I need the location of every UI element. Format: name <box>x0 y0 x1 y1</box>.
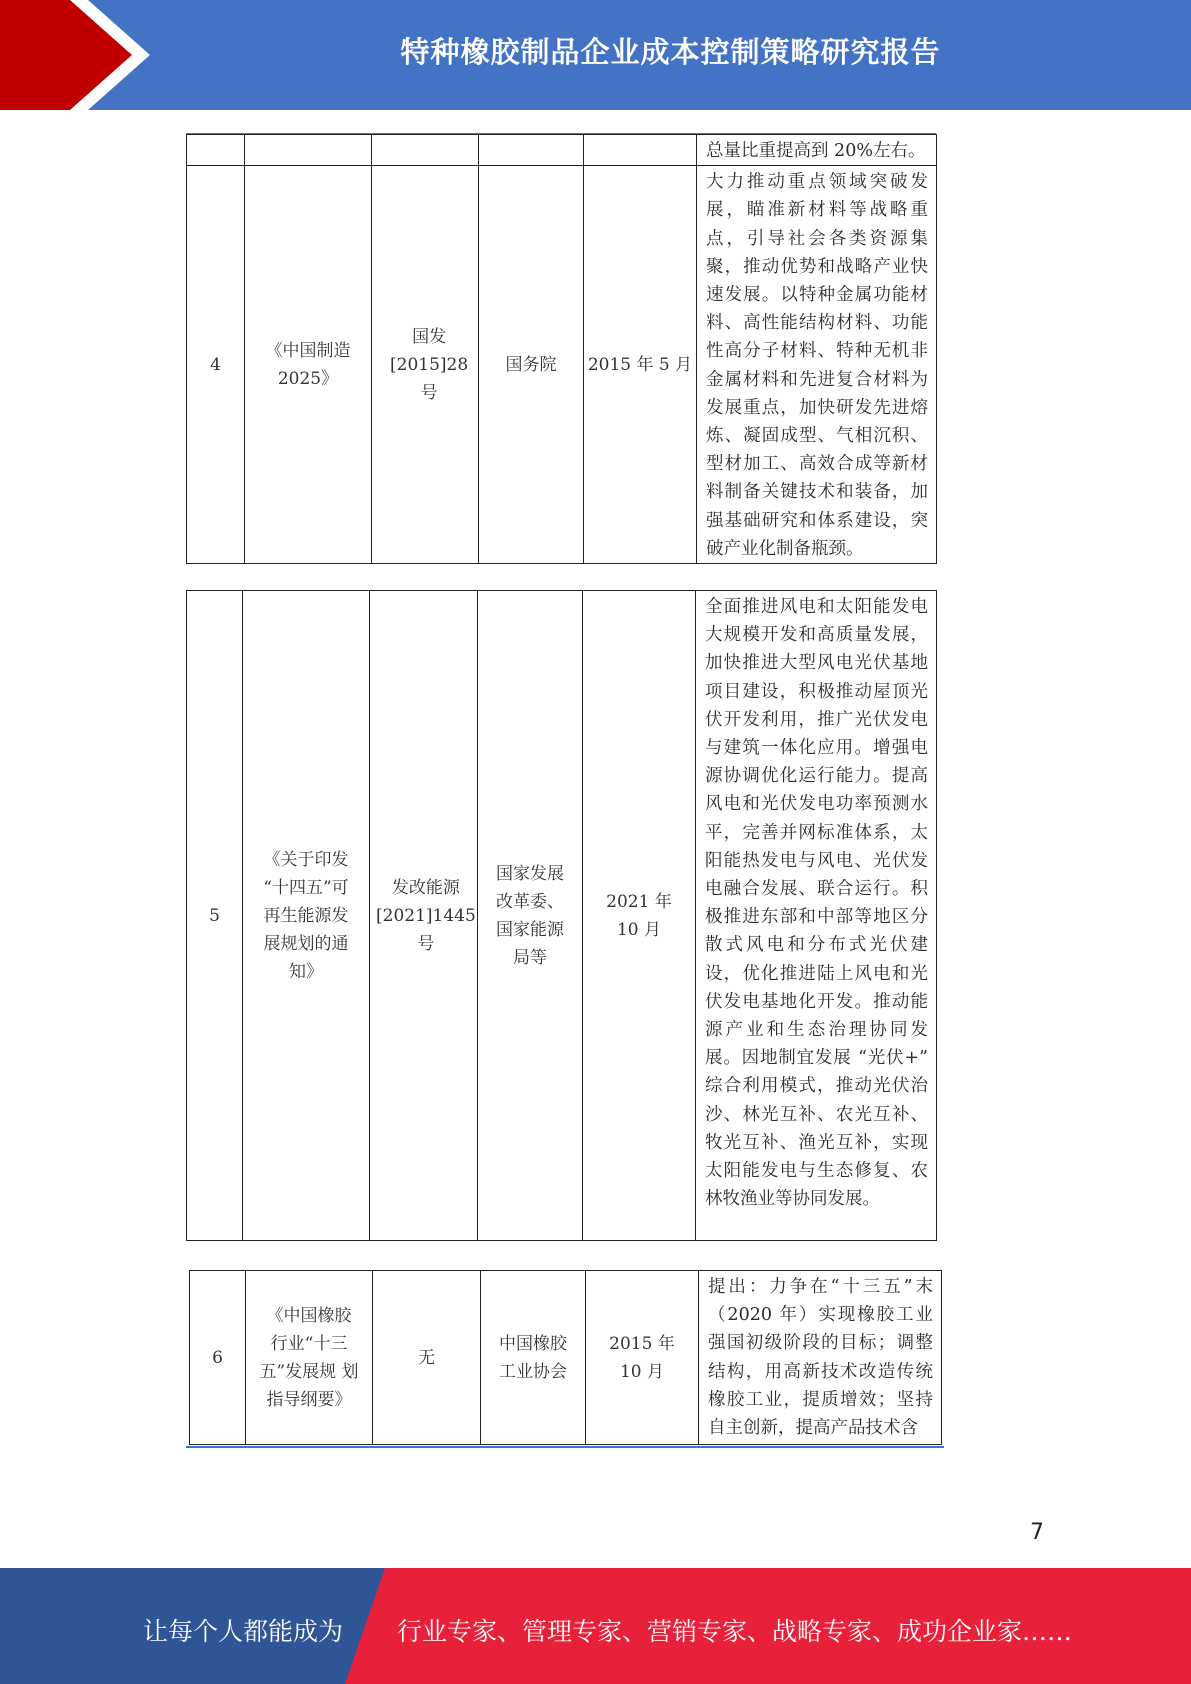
issue-date: 2021 年 10 月 <box>606 891 672 940</box>
policy-name: 《中国制造 2025》 <box>265 340 351 389</box>
row-number: 4 <box>187 166 245 564</box>
policy-table-part-1 <box>186 134 937 564</box>
policy-name: 《关于印发 “十四五”可 再生能源发 展规划的通 知》 <box>263 849 349 982</box>
document-number: 国发 [2015]28 号 <box>390 326 469 403</box>
footer-slogan-right: 行业专家、管理专家、营销专家、战略专家、成功企业家…… <box>397 1617 1073 1646</box>
policy-content: 大力推动重点领域突破发展，瞄准新材料等战略重点，引导社会各类资源集聚，推动优势和战略产业快速发展。以特种金属功能材料、高性能结构材料、功能性高分子材料、特种无机非金属材料和先进复合材料为发展重点，加快研发先进熔炼、凝固成型、气相沉积、型材加工、高效合成等新材料制备关键技术和装备，加强基础研究和体系建设，突破产业化制备瓶颈。 <box>697 166 937 564</box>
table-bottom-rule <box>186 1446 944 1448</box>
document-number: 发改能源 [2021]1445 号 <box>376 877 476 954</box>
policy-table-part-3 <box>189 1270 942 1445</box>
page-number: 7 <box>1030 1520 1044 1545</box>
continuation-text: 总量比重提高到 20%左右。 <box>697 135 937 166</box>
table-row <box>187 166 937 564</box>
policy-name: 《中国橡胶 行业“十三 五”发展规 划指导纲要》 <box>259 1305 359 1410</box>
document-number: 无 <box>373 1271 481 1445</box>
table-row <box>187 591 937 1241</box>
issuing-authority: 中国橡胶 工业协会 <box>499 1333 567 1382</box>
policy-content: 全面推进风电和太阳能发电大规模开发和高质量发展，加快推进大型风电光伏基地项目建设，积极推动屋顶光伏开发利用，推广光伏发电与建筑一体化应用。增强电源协调优化运行能力。提高风电和光伏发电功率预测水平，完善并网标准体系，太阳能热发电与风电、光伏发电融合发展、联合运行。积极推进东部和中部等地区分散式风电和分布式光伏建设，优化推进陆上风电和光伏发电基地化开发。推动能源产业和生态治理协同发展。因地制宜发展 “光伏+” 综合利用模式，推动光伏治沙、林光互补、农光互补、牧光互补、渔光互补，实现太阳能发电与生态修复、农林牧渔业等协同发展。 <box>696 591 937 1241</box>
document-title: 特种橡胶制品企业成本控制策略研究报告 <box>400 35 941 69</box>
issue-date: 2015 年 5 月 <box>584 166 697 564</box>
page-header <box>0 0 1191 110</box>
row-number: 5 <box>187 591 243 1241</box>
issuing-authority: 国务院 <box>479 166 584 564</box>
row-number: 6 <box>190 1271 246 1445</box>
issuing-authority: 国家发展 改革委、 国家能源 局等 <box>496 863 564 968</box>
issue-date: 2015 年 10 月 <box>609 1333 675 1382</box>
table-row <box>187 135 937 166</box>
table-row <box>190 1271 942 1445</box>
header-chevron-graphic <box>0 0 160 110</box>
page-footer <box>0 1568 1191 1684</box>
policy-table-part-2 <box>186 590 937 1241</box>
policy-content: 提出：力争在“十三五”末（2020 年）实现橡胶工业强国初级阶段的目标；调整结构，用高新技术改造传统橡胶工业，提质增效；坚持自主创新，提高产品技术含 <box>699 1271 942 1445</box>
footer-slogan-left: 让每个人都能成为 <box>143 1617 344 1646</box>
